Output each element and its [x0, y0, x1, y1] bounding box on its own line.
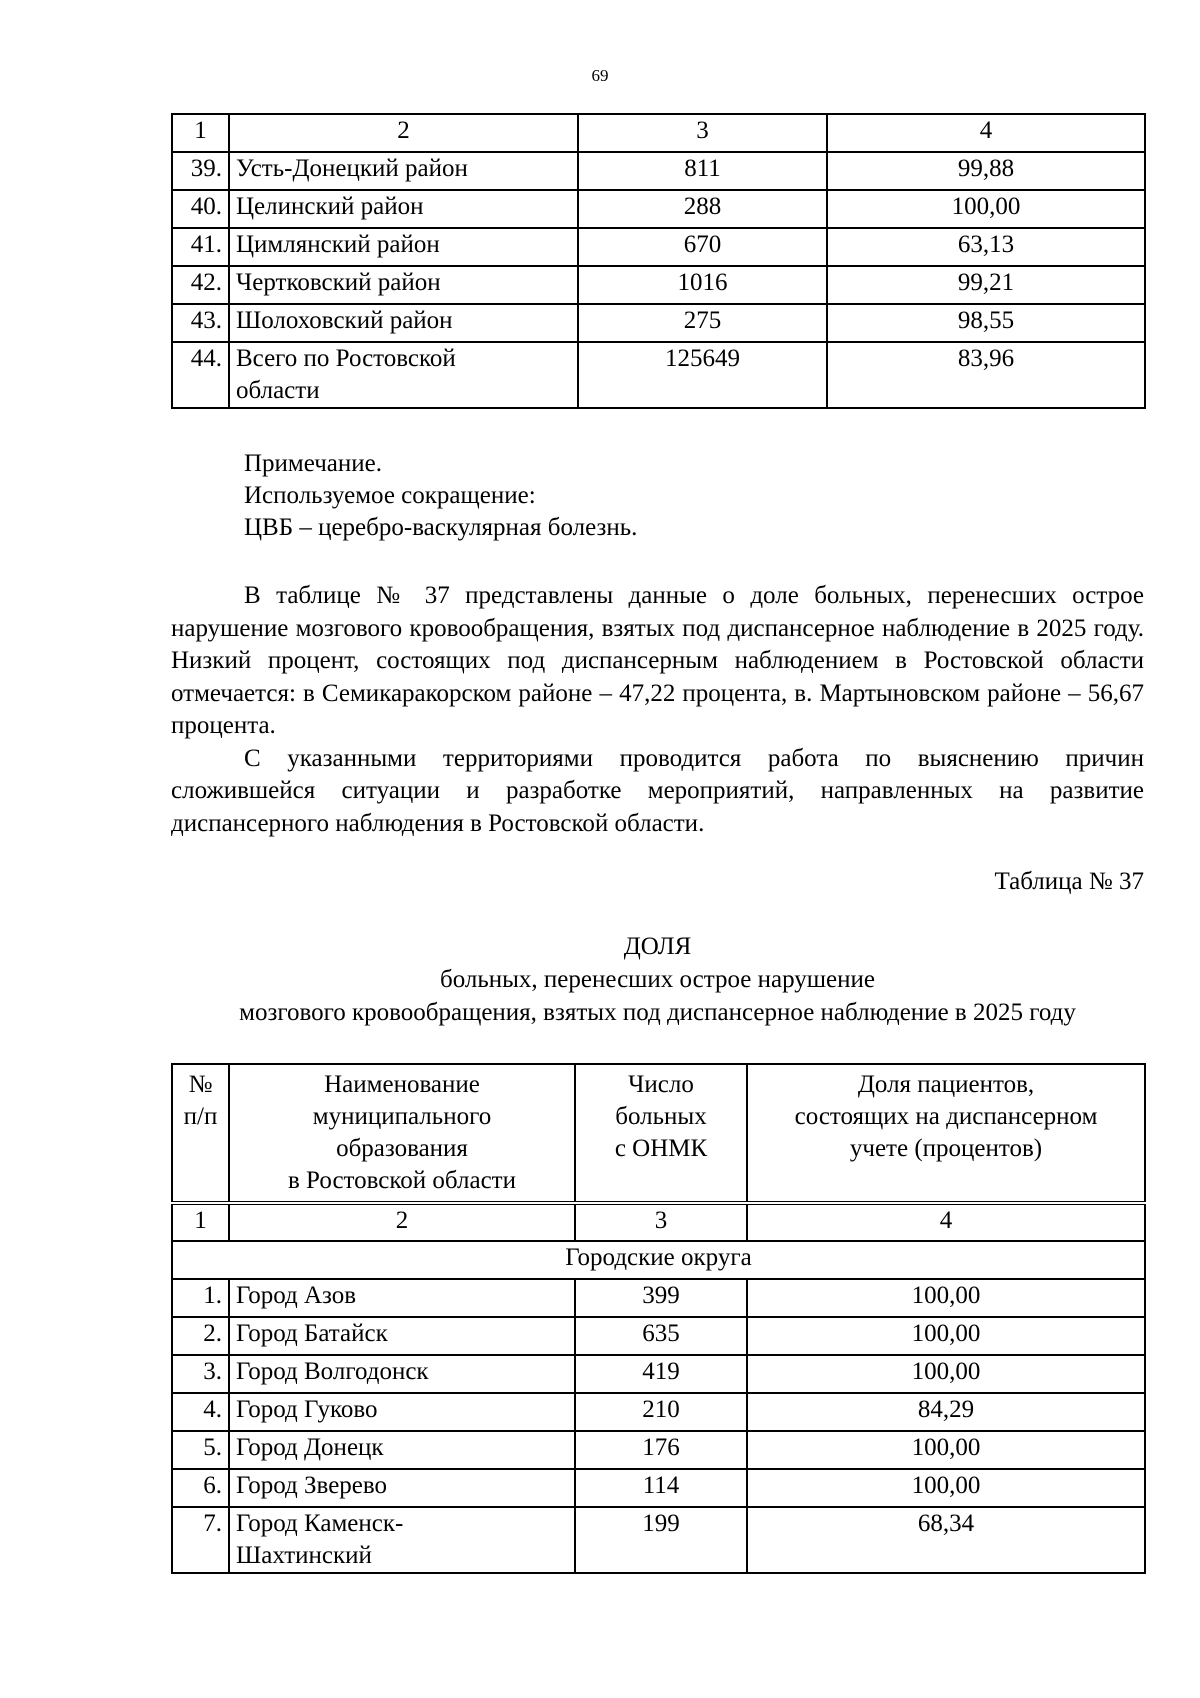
- row-number: 3.: [172, 1355, 229, 1393]
- paragraph: В таблице № 37 представлены данные о доле больных, перенесших острое нарушение мозгового кровообращения, взятых под диспансерное наблюдение в 2025 году. Низкий процент, состоящих под диспансерным наблюдением в Ростовской области отмечается: в Семикаракорском районе – 47,22 процента, в. Мартыновском районе – 56,67 процента.: [171, 582, 1144, 739]
- table-label: Таблица № 37: [994, 868, 1144, 895]
- row-name: Чертковский район: [229, 266, 578, 304]
- header-line: состоящих на диспансерном: [794, 1103, 1098, 1130]
- table-row: [172, 1393, 1145, 1431]
- row-share: 100,00: [747, 1317, 1145, 1355]
- header-line: №: [188, 1071, 213, 1098]
- note-abbreviation: ЦВБ – церебро-васкулярная болезнь.: [244, 514, 638, 541]
- body-text: [171, 580, 1144, 840]
- row-number: 40.: [172, 190, 229, 228]
- row-share: 100,00: [747, 1431, 1145, 1469]
- title-line: мозгового кровообращения, взятых под диспансерное наблюдение в 2025 году: [239, 999, 1076, 1026]
- table-row: [172, 190, 1145, 228]
- row-count: 670: [578, 228, 827, 266]
- header-line: Доля пациентов,: [857, 1071, 1035, 1098]
- note-title: Примечание.: [244, 450, 383, 477]
- column-numbers-row: [172, 1203, 1145, 1241]
- row-share: 100,00: [747, 1469, 1145, 1507]
- row-name: [229, 342, 578, 408]
- table-row: [172, 228, 1145, 266]
- row-name: Усть-Донецкий район: [229, 152, 578, 190]
- row-count: 210: [575, 1393, 747, 1431]
- header-cell-number: [172, 1064, 229, 1203]
- page-number: 69: [591, 66, 609, 85]
- row-number: 43.: [172, 304, 229, 342]
- header-cell: 1: [172, 114, 229, 152]
- header-cell: 4: [827, 114, 1145, 152]
- row-name: Город Азов: [229, 1279, 575, 1317]
- row-share: 100,00: [747, 1355, 1145, 1393]
- row-count: 1016: [578, 266, 827, 304]
- row-share: 63,13: [827, 228, 1145, 266]
- header-line: с ОНМК: [614, 1135, 708, 1162]
- row-name-line: области: [236, 377, 320, 404]
- row-count: 275: [578, 304, 827, 342]
- header-line: больных: [615, 1103, 707, 1130]
- table-row: [172, 1431, 1145, 1469]
- column-number: 2: [229, 1203, 575, 1241]
- table-row: [172, 304, 1145, 342]
- row-share: 100,00: [827, 190, 1145, 228]
- row-number: 4.: [172, 1393, 229, 1431]
- header-line: Наименование: [324, 1071, 480, 1098]
- row-number: 5.: [172, 1431, 229, 1469]
- header-line: муниципального: [312, 1103, 492, 1130]
- row-number: 1.: [172, 1279, 229, 1317]
- row-name: Город Гуково: [229, 1393, 575, 1431]
- row-name: Шолоховский район: [229, 304, 578, 342]
- column-number: 1: [172, 1203, 229, 1241]
- header-line: в Ростовской области: [288, 1167, 516, 1194]
- row-name: Город Батайск: [229, 1317, 575, 1355]
- row-count: 399: [575, 1279, 747, 1317]
- table-row: [172, 152, 1145, 190]
- title-line: больных, перенесших острое нарушение: [439, 966, 876, 993]
- row-name: Город Волгодонск: [229, 1355, 575, 1393]
- row-name-line: Всего по Ростовской: [236, 345, 456, 372]
- table-row: [172, 1279, 1145, 1317]
- row-share: 98,55: [827, 304, 1145, 342]
- note-block: [244, 448, 637, 544]
- row-count: 811: [578, 152, 827, 190]
- main-table: [171, 1063, 1146, 1574]
- row-name: Город Донецк: [229, 1431, 575, 1469]
- column-number: 4: [747, 1203, 1145, 1241]
- row-count: 125649: [578, 342, 827, 408]
- header-line: учете (процентов): [849, 1135, 1043, 1162]
- header-cell: 3: [578, 114, 827, 152]
- header-line: п/п: [183, 1103, 218, 1130]
- row-number: 42.: [172, 266, 229, 304]
- row-number: 41.: [172, 228, 229, 266]
- header-line: Число: [628, 1071, 694, 1098]
- header-cell-share: [747, 1064, 1145, 1203]
- row-number: 7.: [172, 1507, 229, 1573]
- row-name-line: Город Каменск-: [236, 1510, 404, 1537]
- section-row: [172, 1241, 1145, 1279]
- row-count: 199: [575, 1507, 747, 1573]
- row-count: 114: [575, 1469, 747, 1507]
- title-line: ДОЛЯ: [623, 933, 692, 960]
- table-row: [172, 1355, 1145, 1393]
- table-row: [172, 1507, 1145, 1573]
- row-count: 176: [575, 1431, 747, 1469]
- row-count: 288: [578, 190, 827, 228]
- header-line: образования: [336, 1135, 468, 1162]
- row-number: 39.: [172, 152, 229, 190]
- row-count: 419: [575, 1355, 747, 1393]
- row-share: 84,29: [747, 1393, 1145, 1431]
- row-name: Город Зверево: [229, 1469, 575, 1507]
- column-number: 3: [575, 1203, 747, 1241]
- row-share: 68,34: [747, 1507, 1145, 1573]
- paragraph: С указанными территориями проводится работа по выяснению причин сложившейся ситуации и разработке мероприятий, направленных на развитие диспансерного наблюдения в Ростовской области.: [171, 744, 1144, 837]
- row-name: Цимлянский район: [229, 228, 578, 266]
- table-header-row: [172, 1064, 1145, 1203]
- row-name-line: Шахтинский: [236, 1542, 372, 1569]
- row-share: 100,00: [747, 1279, 1145, 1317]
- section-title: Городские округа: [172, 1241, 1145, 1279]
- table-header-row: [172, 114, 1145, 152]
- table-title: [171, 930, 1144, 1029]
- row-number: 44.: [172, 342, 229, 408]
- row-name: Целинский район: [229, 190, 578, 228]
- table-row: [172, 266, 1145, 304]
- row-number: 2.: [172, 1317, 229, 1355]
- row-share: 83,96: [827, 342, 1145, 408]
- continued-table: [171, 113, 1146, 409]
- row-share: 99,21: [827, 266, 1145, 304]
- row-name: [229, 1507, 575, 1573]
- table-row: [172, 1317, 1145, 1355]
- header-cell: 2: [229, 114, 578, 152]
- row-share: 99,88: [827, 152, 1145, 190]
- header-cell-name: [229, 1064, 575, 1203]
- table-row: [172, 1469, 1145, 1507]
- note-subtitle: Используемое сокращение:: [244, 482, 536, 509]
- header-cell-count: [575, 1064, 747, 1203]
- table-row-total: [172, 342, 1145, 408]
- row-count: 635: [575, 1317, 747, 1355]
- row-number: 6.: [172, 1469, 229, 1507]
